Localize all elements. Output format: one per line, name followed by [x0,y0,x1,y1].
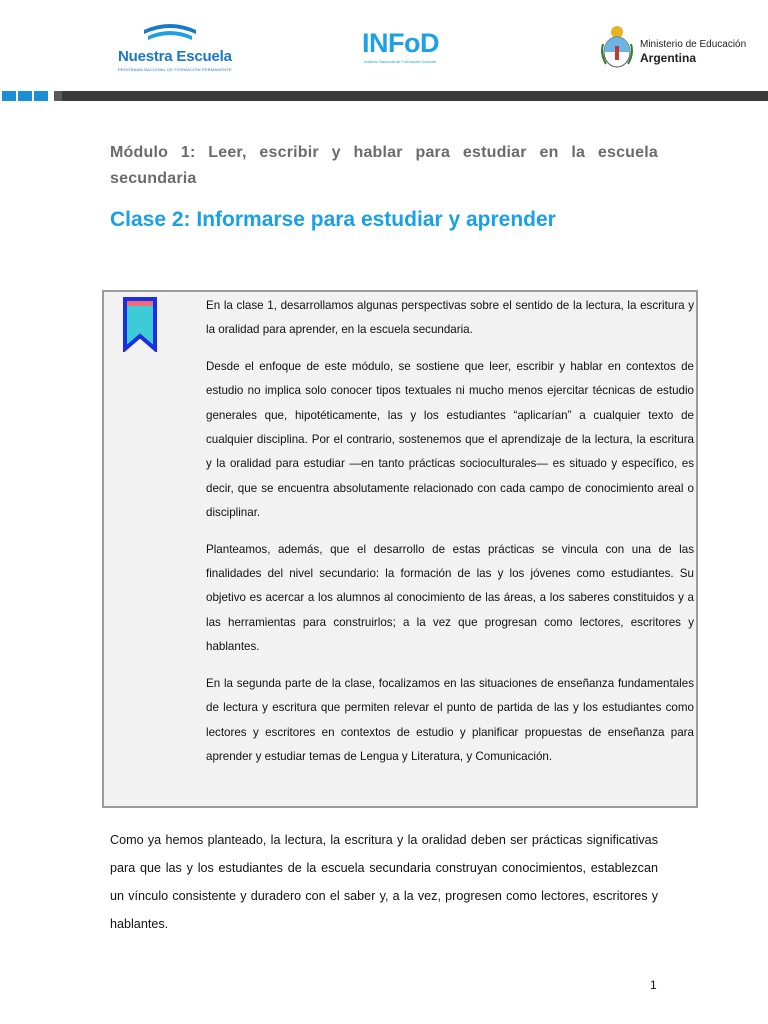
bar-accent-square [34,91,48,101]
summary-paragraph: Desde el enfoque de este módulo, se sostiene que leer, escribir y hablar en contextos de estudio no implica solo conocer tipos textuales ni mucho menos ejercitar técnicas de estudio generales que, hipotéticamente, las y los estudiantes “aplicarían” a cualquier texto de cualquier disciplina. Por el contrario, sostenemos que el aprendizaje de la lectura, la escritura y la oralidad para estudiar —en tanto prácticas socioculturales— es situado y específico, es decir, que se encuentra absolutamente relacionado con cada campo de conocimiento areal o disciplinar. [206,359,694,520]
nuestra-escuela-logo [110,22,240,72]
summary-paragraph: Planteamos, además, que el desarrollo de estas prácticas se vincula con una de las finalidades del nivel secundario: la formación de las y los jóvenes como estudiantes. Su objetivo es acercar a los alumnos al conocimiento de las áreas, a los saberes constituidos y a las herramientas para construirlos; a la vez que progresan como lectores, escritores y hablantes. [206,542,694,654]
class-title: Clase 2: Informarse para estudiar y aprender [110,208,556,231]
coat-of-arms-icon [600,24,634,70]
bar-accent-square [18,91,32,101]
bar-dark-strip [54,91,768,101]
infod-subtitle: Instituto Nacional de Formación Docente [364,59,437,64]
nuestra-escuela-title: Nuestra Escuela [118,48,232,65]
nuestra-escuela-subtitle: PROGRAMA NACIONAL DE FORMACIÓN PERMANENTE [118,67,232,72]
bar-dark-square [54,91,62,101]
infod-logo [360,28,470,68]
ministerio-line1: Ministerio de Educación [640,39,747,50]
summary-paragraph: En la clase 1, desarrollamos algunas perspectivas sobre el sentido de la lectura, la escritura y la oralidad para aprender, en la escuela secundaria. [206,299,694,337]
bar-accent-square [2,91,16,101]
body-paragraph: Como ya hemos planteado, la lectura, la escritura y la oralidad deben ser prácticas significativas para que las y los estudiantes de la escuela secundaria construyan conocimientos, establezcan un vínculo consistente y duradero con el saber y, a la vez, progresen como lectores, escritores y hablantes. [110,833,658,931]
header-divider-bar [0,91,768,101]
ministerio-line2: Argentina [640,51,697,65]
infod-title: INFoD [362,28,439,58]
ministerio-logo [600,24,750,74]
summary-paragraph: En la segunda parte de la clase, focalizamos en las situaciones de enseñanza fundamentales de lectura y escritura que permiten relevar el punto de partida de las y los estudiantes como lectores y escritores en contextos de estudio y planificar propuestas de enseñanza para aprender y estudiar temas de Lengua y Literatura, y Comunicación. [206,676,694,763]
nuestra-escuela-emblem-icon [140,22,200,46]
module-title: Módulo 1: Leer, escribir y hablar para estudiar en la escuela secundaria [110,144,658,187]
summary-box [102,290,698,808]
bookmark-icon [122,296,158,352]
summary-text [206,294,694,781]
page-number: 1 [650,978,657,992]
